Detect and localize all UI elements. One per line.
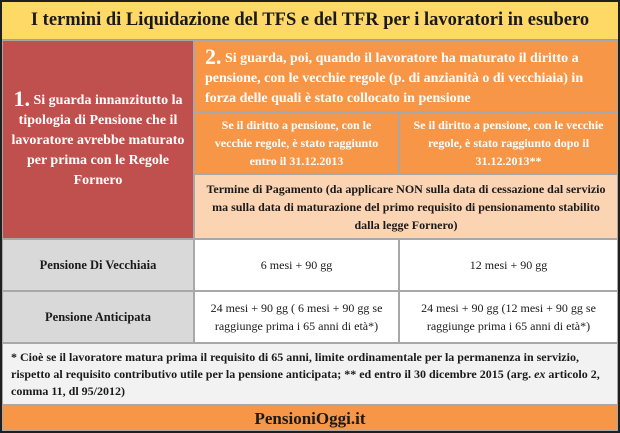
footnote-part-2: articolo 2, comma 11, dl 95/2012) [11,367,600,398]
column-header-before-2013: Se il diritto a pensione, con le vecchie regole, è stato raggiunto entro il 31.12.2013 [194,112,399,174]
brand-footer: PensioniOggi.it [2,405,618,431]
step-1-number: 1. [13,85,30,111]
step-1-text-block [11,85,185,191]
footnote [2,343,618,405]
footnote-part-1: * Cioè se il lavoratore matura prima il requisito di 65 anni, limite ordinamentale per la permanenza in servizio, rispetto al requisito contributivo utile per la pensione anticipata; ** ed entro il 30 dicembre 2015 (arg. [11,350,579,381]
page-title: I termini di Liquidazione del TFS e del TFR per i lavoratori in esubero [2,2,618,40]
cell-anticipata-after: 24 mesi + 90 gg (12 mesi + 90 gg se raggiunge prima i 65 anni di età*) [399,291,618,343]
step-1-text: Si guarda innanzitutto la tipologia di Pensione che il lavoratore avrebbe maturato per prima con le Regole Fornero [11,92,185,188]
footnote-italic: ex [534,367,546,381]
column-header-after-2013: Se il diritto a pensione, con le vecchie regole, è stato raggiunto dopo il 31.12.2013** [399,112,618,174]
step-2-number: 2. [205,44,222,69]
step-1-cell [2,40,194,239]
cell-vecchiaia-after: 12 mesi + 90 gg [399,239,618,291]
row-label-vecchiaia: Pensione Di Vecchiaia [2,239,194,291]
payment-term-header: Termine di Pagamento (da applicare NON sulla data di cessazione dal servizio ma sulla data di maturazione del primo requisito di pensionamento stabilito dalla legge Fornero) [194,174,618,239]
row-label-anticipata: Pensione Anticipata [2,291,194,343]
step-2-text: Si guarda, poi, quando il lavoratore ha maturato il diritto a pensione, con le vecchie regole (p. di anzianità o di vecchiaia) in forza delle quali è stato collocato in pensione [205,51,584,106]
cell-anticipata-before: 24 mesi + 90 gg ( 6 mesi + 90 gg se raggiunge prima i 65 anni di età*) [194,291,399,343]
cell-vecchiaia-before: 6 mesi + 90 gg [194,239,399,291]
step-2-cell [194,40,618,112]
